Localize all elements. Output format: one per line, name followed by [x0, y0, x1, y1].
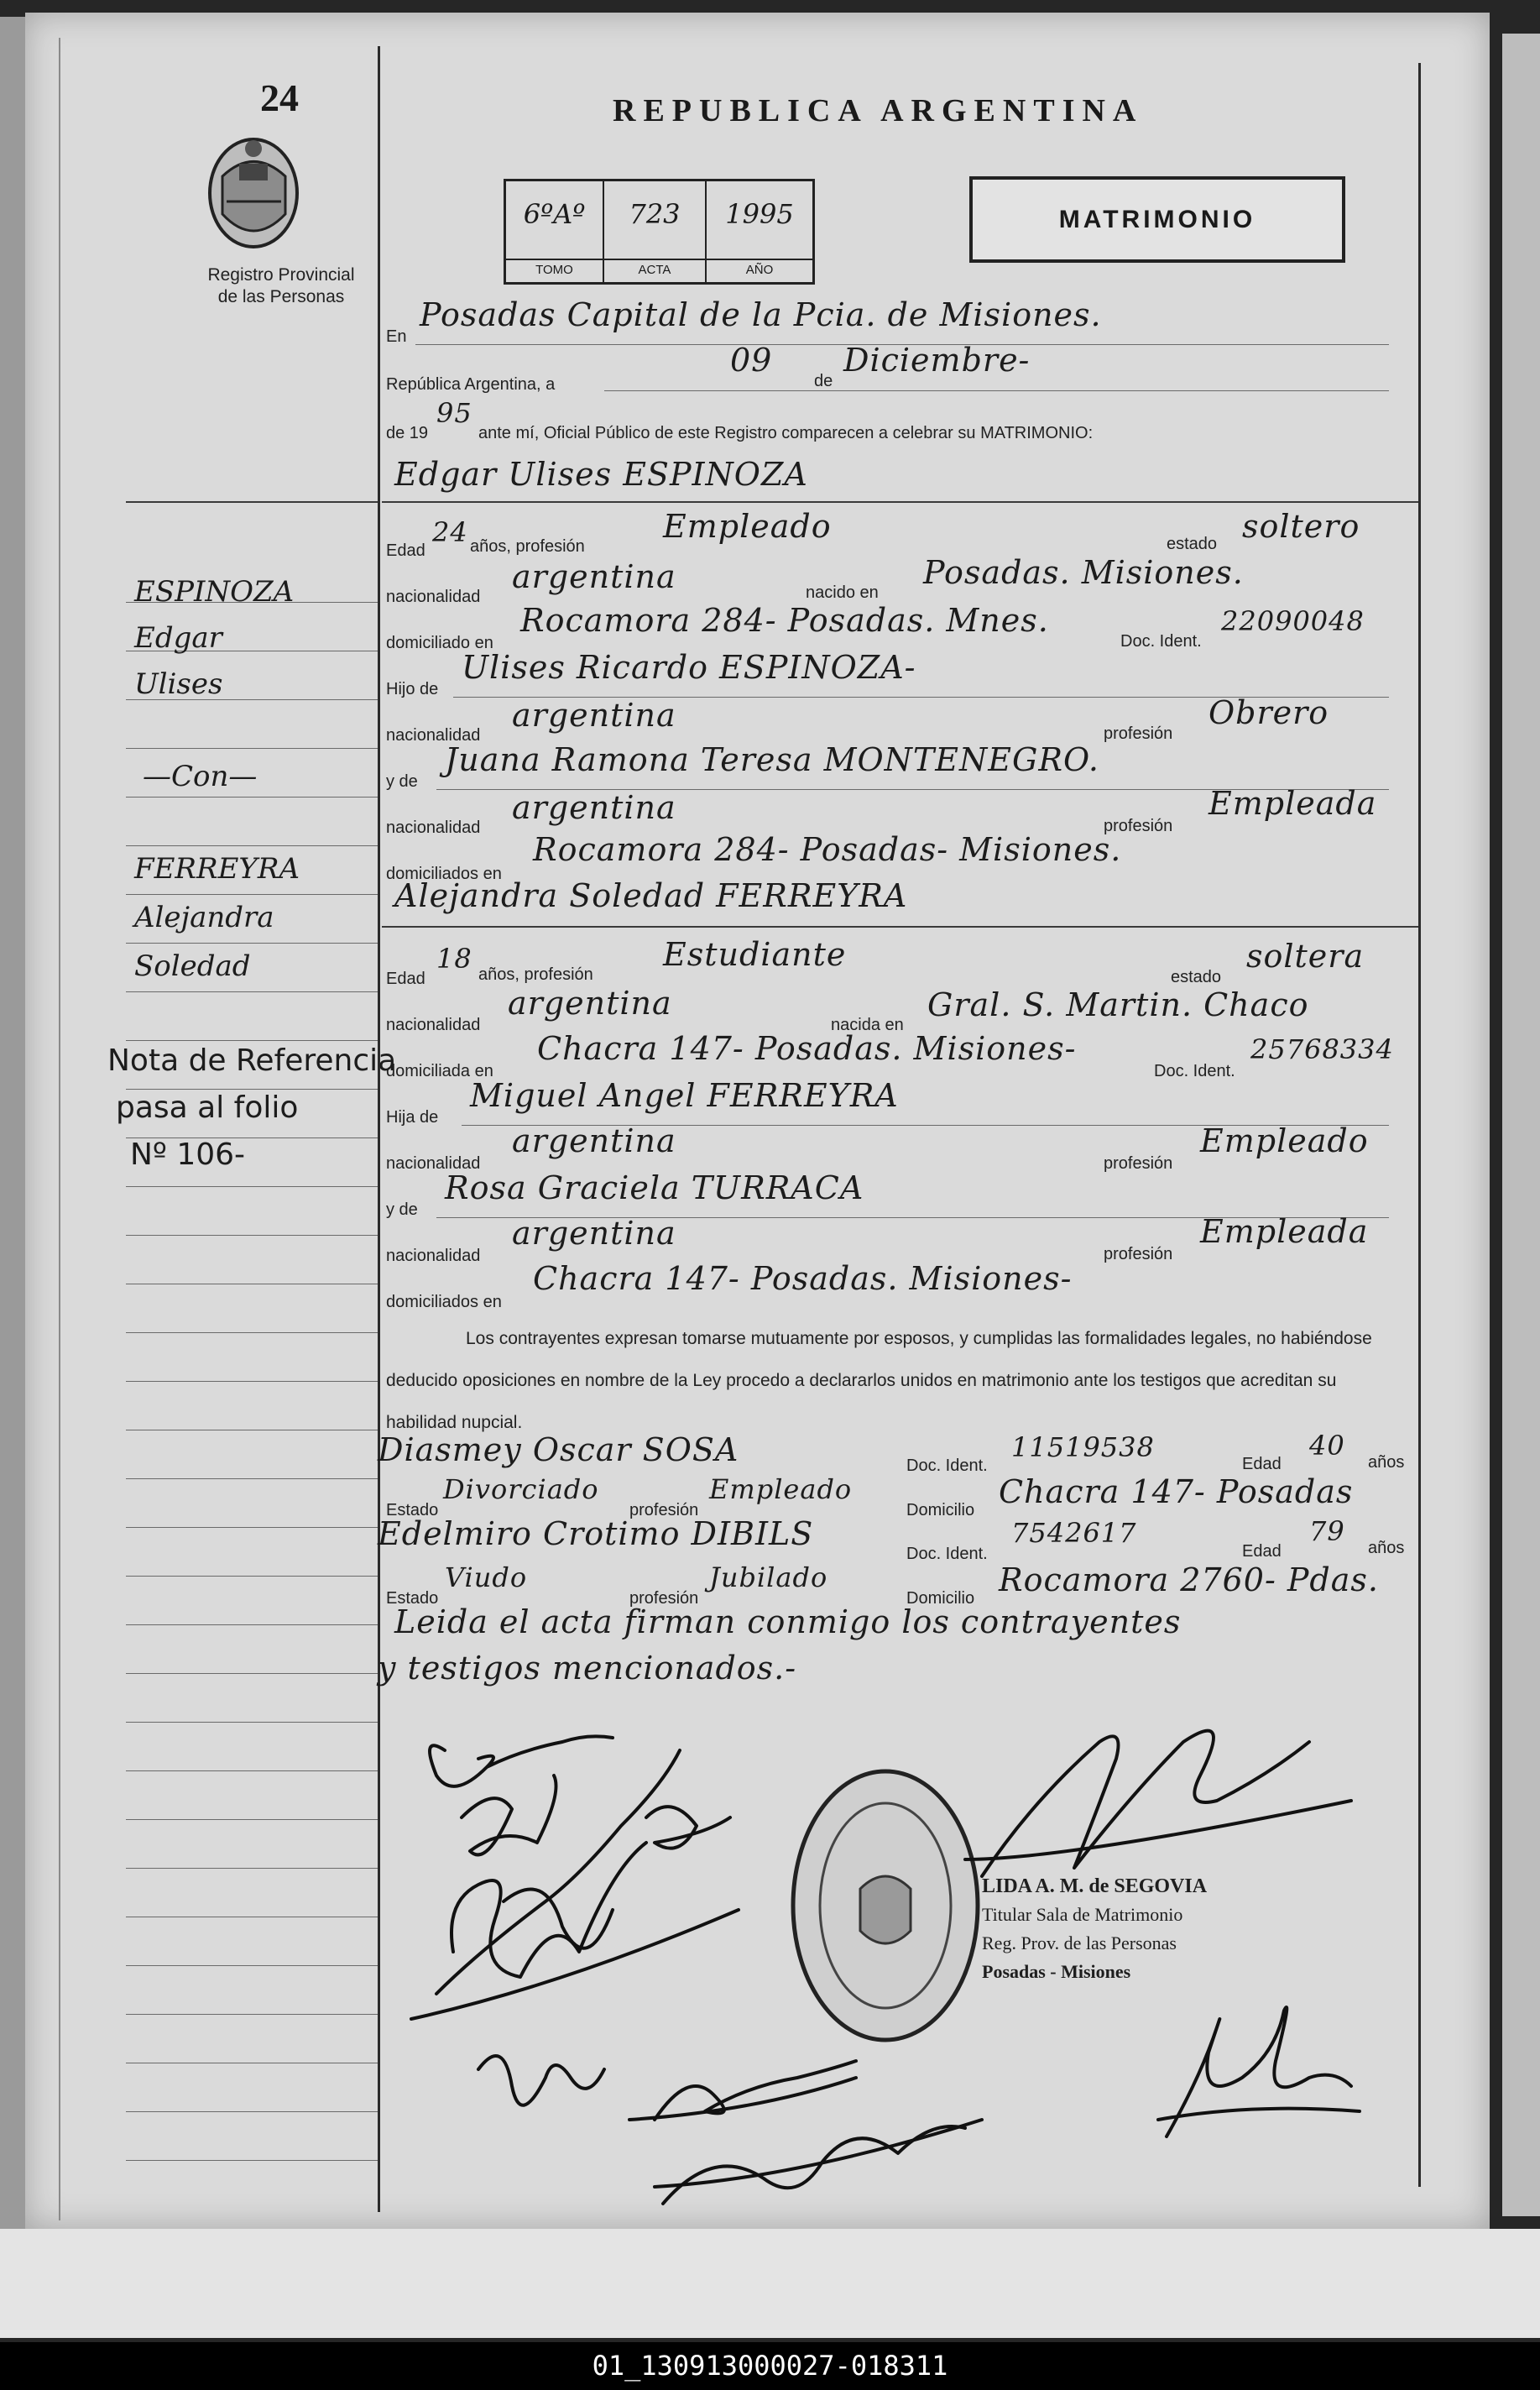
intro-text: ante mí, Oficial Público de este Registro comparecen a celebrar su MATRIMONIO: — [478, 424, 1094, 442]
bride-parents-dom-label: domiciliados en — [386, 1293, 502, 1311]
groom-father-nationality: argentina — [512, 697, 676, 734]
bride-yde-label: y de — [386, 1200, 418, 1219]
margin-rule — [126, 1624, 378, 1625]
witness2-dom-label: Domicilio — [906, 1589, 975, 1608]
margin-rule — [126, 2160, 378, 2161]
groom-parents-address: Rocamora 284- Posadas- Misiones. — [533, 831, 1122, 868]
margin-rule — [126, 845, 378, 846]
marriage-place: Posadas Capital de la Pcia. de Misiones. — [420, 296, 1102, 333]
margin-rule — [126, 1235, 378, 1236]
bride-edad-label: Edad — [386, 970, 425, 988]
section-rule — [382, 501, 1418, 503]
groom-anos-label: años, profesión — [470, 537, 585, 556]
margin-rule — [126, 1722, 378, 1723]
registry-name — [185, 264, 378, 308]
margin-given-1b: Ulises — [134, 667, 223, 701]
margin-note-3: Nº 106- — [130, 1137, 246, 1172]
document-title: REPUBLICA ARGENTINA — [613, 93, 1144, 128]
groom-age: 24 — [432, 516, 468, 548]
tomo-value: 6ºAº — [523, 198, 586, 230]
groom-estado-label: estado — [1167, 535, 1218, 553]
margin-rule — [126, 1527, 378, 1528]
page-number: 24 — [260, 76, 299, 119]
witness1-anos-label: años — [1368, 1453, 1405, 1472]
groom-edad-label: Edad — [386, 541, 425, 560]
registry-line-2: de las Personas — [217, 287, 345, 306]
witness2-estado-label: Estado — [386, 1589, 439, 1608]
margin-rule — [126, 748, 378, 749]
witness1-doc: 11519538 — [1011, 1431, 1155, 1463]
groom-nacido-label: nacido en — [806, 583, 879, 602]
book-right-edge — [1502, 34, 1540, 2216]
tomo-cell — [506, 181, 604, 282]
groom-parents-dom-label: domiciliados en — [386, 865, 502, 883]
de-label: de — [814, 372, 833, 390]
groom-yde-label: y de — [386, 772, 418, 791]
ano-label: AÑO — [707, 259, 812, 277]
groom-hijo-label: Hijo de — [386, 680, 439, 698]
groom-dom-label: domiciliado en — [386, 634, 493, 652]
registry-line-1: Registro Provincial — [207, 265, 355, 285]
witness2-prof-label: profesión — [629, 1589, 699, 1608]
ano-value: 1995 — [725, 198, 794, 230]
bride-age: 18 — [436, 943, 472, 975]
witness2-doc: 7542617 — [1011, 1517, 1137, 1549]
bride-dom-label: domiciliada en — [386, 1062, 493, 1080]
groom-name: Edgar Ulises ESPINOZA — [394, 456, 808, 493]
bride-father-nationality: argentina — [512, 1122, 676, 1159]
stamp-line-4: Posadas - Misiones — [982, 1961, 1131, 1982]
bride-name: Alejandra Soledad FERREYRA — [394, 877, 908, 914]
witness2-address: Rocamora 2760- Pdas. — [999, 1561, 1379, 1598]
register-page — [25, 13, 1490, 2229]
margin-rule — [126, 894, 378, 895]
republica-label: República Argentina, a — [386, 375, 556, 394]
margin-rule — [126, 2014, 378, 2015]
bride-mother-profession: Empleada — [1200, 1213, 1369, 1250]
witness1-profession: Empleado — [709, 1473, 853, 1505]
bride-mother: Rosa Graciela TURRACA — [445, 1169, 864, 1206]
groom-mother-profession: Empleada — [1209, 785, 1377, 822]
witness1-estado-label: Estado — [386, 1501, 439, 1519]
margin-rule — [126, 1332, 378, 1333]
margin-divider — [378, 46, 380, 2212]
tomo-label: TOMO — [506, 259, 603, 277]
marriage-day: 09 — [730, 342, 773, 379]
bride-mother-prof-label: profesión — [1104, 1245, 1173, 1263]
acta-value: 723 — [629, 198, 681, 230]
stamp-line-2: Titular Sala de Matrimonio — [982, 1904, 1183, 1925]
archive-caption: 01_130913000027-018311 — [0, 2342, 1540, 2390]
bride-birthplace: Gral. S. Martin. Chaco — [927, 986, 1309, 1023]
bride-nacida-label: nacida en — [831, 1016, 904, 1034]
signature-right — [1150, 1977, 1368, 2170]
margin-surname-1: ESPINOZA — [134, 575, 295, 609]
margin-rule — [126, 797, 378, 798]
margin-rule — [126, 1673, 378, 1674]
writing-rule — [604, 390, 1389, 391]
groom-mother-prof-label: profesión — [1104, 817, 1173, 835]
groom-father-nat-label: nacionalidad — [386, 726, 481, 745]
margin-rule — [126, 1478, 378, 1479]
closing-line-2: y testigos mencionados.- — [378, 1650, 797, 1687]
bride-parents-address: Chacra 147- Posadas. Misiones- — [533, 1260, 1073, 1297]
witness1-civil-status: Divorciado — [443, 1473, 599, 1505]
groom-nac-label: nacionalidad — [386, 588, 481, 606]
bride-mother-nationality: argentina — [512, 1215, 676, 1252]
witness2-profession: Jubilado — [709, 1561, 828, 1593]
margin-given-2a: Alejandra — [134, 901, 274, 934]
witness1-address: Chacra 147- Posadas — [999, 1473, 1354, 1510]
witness1-edad-label: Edad — [1242, 1455, 1282, 1473]
officer-stamp — [982, 1872, 1207, 1986]
declaration-text: Los contrayentes expresan tomarse mutuamente por esposos, y cumplidas las formalidades legales, no habiéndose deducido oposiciones en nombre de la Ley procedo a declararlos unidos en matrimonio ante los testigos que acreditan su habilidad nupcial. — [386, 1329, 1372, 1432]
acta-label: ACTA — [604, 259, 705, 277]
right-border — [1418, 63, 1421, 2187]
margin-rule — [126, 501, 378, 503]
signatures-group-left — [394, 1700, 747, 2061]
margin-rule — [126, 1089, 378, 1090]
margin-rule — [126, 991, 378, 992]
margin-rule — [126, 1965, 378, 1966]
groom-civil-status: soltero — [1242, 508, 1360, 545]
witness2-civil-status: Viudo — [445, 1561, 528, 1593]
margin-rule — [126, 1819, 378, 1820]
bride-hija-label: Hija de — [386, 1108, 439, 1127]
groom-father: Ulises Ricardo ESPINOZA- — [462, 649, 916, 686]
bride-profession: Estudiante — [663, 936, 847, 973]
margin-rule — [126, 1186, 378, 1187]
signatures-group-bottom — [462, 2019, 1150, 2220]
bride-mother-nat-label: nacionalidad — [386, 1247, 481, 1265]
margin-rule — [126, 1770, 378, 1771]
margin-rule — [126, 943, 378, 944]
witness1-prof-label: profesión — [629, 1501, 699, 1519]
stamp-line-1: LIDA A. M. de SEGOVIA — [982, 1875, 1208, 1897]
groom-father-prof-label: profesión — [1104, 724, 1173, 743]
matrimonio-label: MATRIMONIO — [1058, 206, 1256, 233]
groom-doc: 22090048 — [1221, 605, 1365, 637]
witness2-age: 79 — [1309, 1515, 1345, 1547]
next-page-edge — [0, 2229, 1540, 2338]
margin-given-1a: Edgar — [134, 621, 222, 655]
ano-cell — [707, 181, 812, 282]
bride-anos-label: años, profesión — [478, 965, 593, 984]
margin-note-1: Nota de Referencia — [107, 1043, 397, 1078]
bride-civil-status: soltera — [1246, 938, 1365, 975]
bride-nac-label: nacionalidad — [386, 1016, 481, 1034]
margin-rule — [126, 1868, 378, 1869]
acta-table — [504, 179, 815, 285]
en-label: En — [386, 327, 407, 346]
bride-nationality: argentina — [508, 985, 672, 1022]
margin-rule — [126, 1576, 378, 1577]
witness2-doc-label: Doc. Ident. — [906, 1545, 988, 1563]
coat-of-arms-icon — [201, 130, 306, 256]
groom-mother-nat-label: nacionalidad — [386, 818, 481, 837]
left-border — [59, 38, 60, 2220]
groom-mother: Juana Ramona Teresa MONTENEGRO. — [445, 741, 1099, 778]
signature-officer — [932, 1692, 1368, 1893]
section-rule — [382, 926, 1418, 928]
year-suffix: 95 — [436, 397, 472, 429]
margin-rule — [126, 1040, 378, 1041]
margin-rule — [126, 2111, 378, 2112]
margin-rule — [126, 1381, 378, 1382]
groom-address: Rocamora 284- Posadas. Mnes. — [520, 602, 1049, 639]
bride-doc-label: Doc. Ident. — [1154, 1062, 1235, 1080]
bride-father-nat-label: nacionalidad — [386, 1154, 481, 1173]
acta-cell — [604, 181, 707, 282]
groom-mother-nationality: argentina — [512, 789, 676, 826]
witness2-name: Edelmiro Crotimo DIBILS — [378, 1515, 814, 1552]
witness1-doc-label: Doc. Ident. — [906, 1456, 988, 1475]
matrimonio-box — [969, 176, 1345, 263]
year-prefix: de 19 — [386, 424, 429, 442]
bride-doc: 25768334 — [1250, 1033, 1394, 1065]
groom-nationality: argentina — [512, 558, 676, 595]
margin-con: —Con— — [143, 760, 258, 793]
bride-father-prof-label: profesión — [1104, 1154, 1173, 1173]
bride-father: Miguel Angel FERREYRA — [470, 1077, 899, 1114]
witness1-age: 40 — [1309, 1430, 1345, 1462]
closing-line-1: Leida el acta firman conmigo los contrayentes — [394, 1603, 1182, 1640]
bride-estado-label: estado — [1171, 968, 1222, 986]
witness1-dom-label: Domicilio — [906, 1501, 975, 1519]
witness2-anos-label: años — [1368, 1539, 1405, 1557]
margin-note-2: pasa al folio — [116, 1090, 299, 1125]
groom-birthplace: Posadas. Misiones. — [923, 554, 1244, 591]
margin-given-2b: Soledad — [134, 949, 251, 983]
stamp-line-3: Reg. Prov. de las Personas — [982, 1932, 1177, 1953]
witness2-edad-label: Edad — [1242, 1542, 1282, 1561]
bride-father-profession: Empleado — [1200, 1122, 1369, 1159]
witness1-name: Diasmey Oscar SOSA — [378, 1431, 739, 1468]
margin-surname-2: FERREYRA — [134, 852, 300, 886]
groom-father-profession: Obrero — [1209, 694, 1329, 731]
bride-address: Chacra 147- Posadas. Misiones- — [537, 1030, 1077, 1067]
groom-profession: Empleado — [663, 508, 832, 545]
marriage-month: Diciembre- — [843, 342, 1031, 379]
groom-doc-label: Doc. Ident. — [1120, 632, 1202, 651]
